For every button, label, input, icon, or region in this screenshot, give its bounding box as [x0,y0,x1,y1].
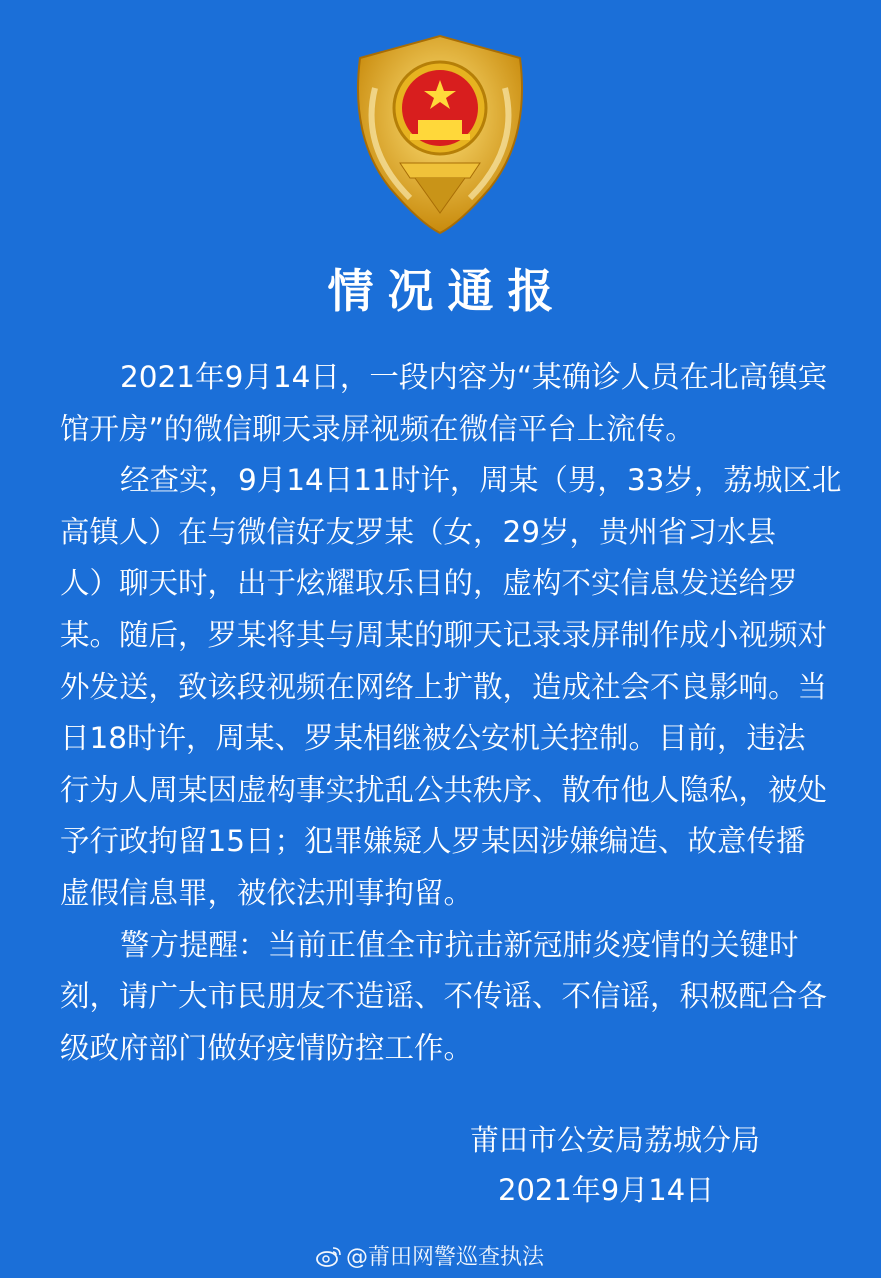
paragraph-2-line: 人）聊天时，出于炫耀取乐目的，虚构不实信息发送给罗 [60,566,798,601]
issuer-signature: 莆田市公安局荔城分局 [470,1123,761,1157]
paragraph-2-line: 经查实，9月14日11时许，周某（男，33岁，荔城区北 [120,463,842,498]
paragraph-3-line: 刻，请广大市民朋友不造谣、不传谣、不信谣，积极配合各 [60,979,828,1014]
paragraph-2-line: 日18时许，周某、罗某相继被公安机关控制。目前，违法 [60,721,806,756]
issue-date: 2021年9月14日 [498,1173,715,1207]
weibo-icon [316,1245,342,1267]
paragraph-2-line: 予行政拘留15日；犯罪嫌疑人罗某因涉嫌编造、故意传播 [60,824,806,859]
police-emblem-logo [340,28,540,238]
paragraph-2-line: 虚假信息罪，被依法刑事拘留。 [60,875,474,910]
paragraph-1-line: 2021年9月14日，一段内容为“某确诊人员在北高镇宾 [120,360,828,394]
page-title: 情况通报 [327,264,568,318]
paragraph-3-line: 警方提醒：当前正值全市抗击新冠肺炎疫情的关键时 [120,927,799,962]
notice-body [60,352,842,1074]
paragraph-1-line: 馆开房”的微信聊天录屏视频在微信平台上流传。 [60,411,695,446]
paragraph-2-line: 某。随后，罗某将其与周某的聊天记录录屏制作成小视频对 [60,617,828,652]
paragraph-2-line: 行为人周某因虚构事实扰乱公共秩序、散布他人隐私，被处 [60,772,828,807]
paragraph-2-line: 高镇人）在与微信好友罗某（女，29岁，贵州省习水县 [60,514,777,549]
watermark-text: @莆田网警巡查执法 [346,1245,545,1270]
paragraph-2-line: 外发送，致该段视频在网络上扩散，造成社会不良影响。当 [60,669,828,704]
watermark [316,1240,544,1271]
paragraph-3-line: 级政府部门做好疫情防控工作。 [60,1030,474,1065]
